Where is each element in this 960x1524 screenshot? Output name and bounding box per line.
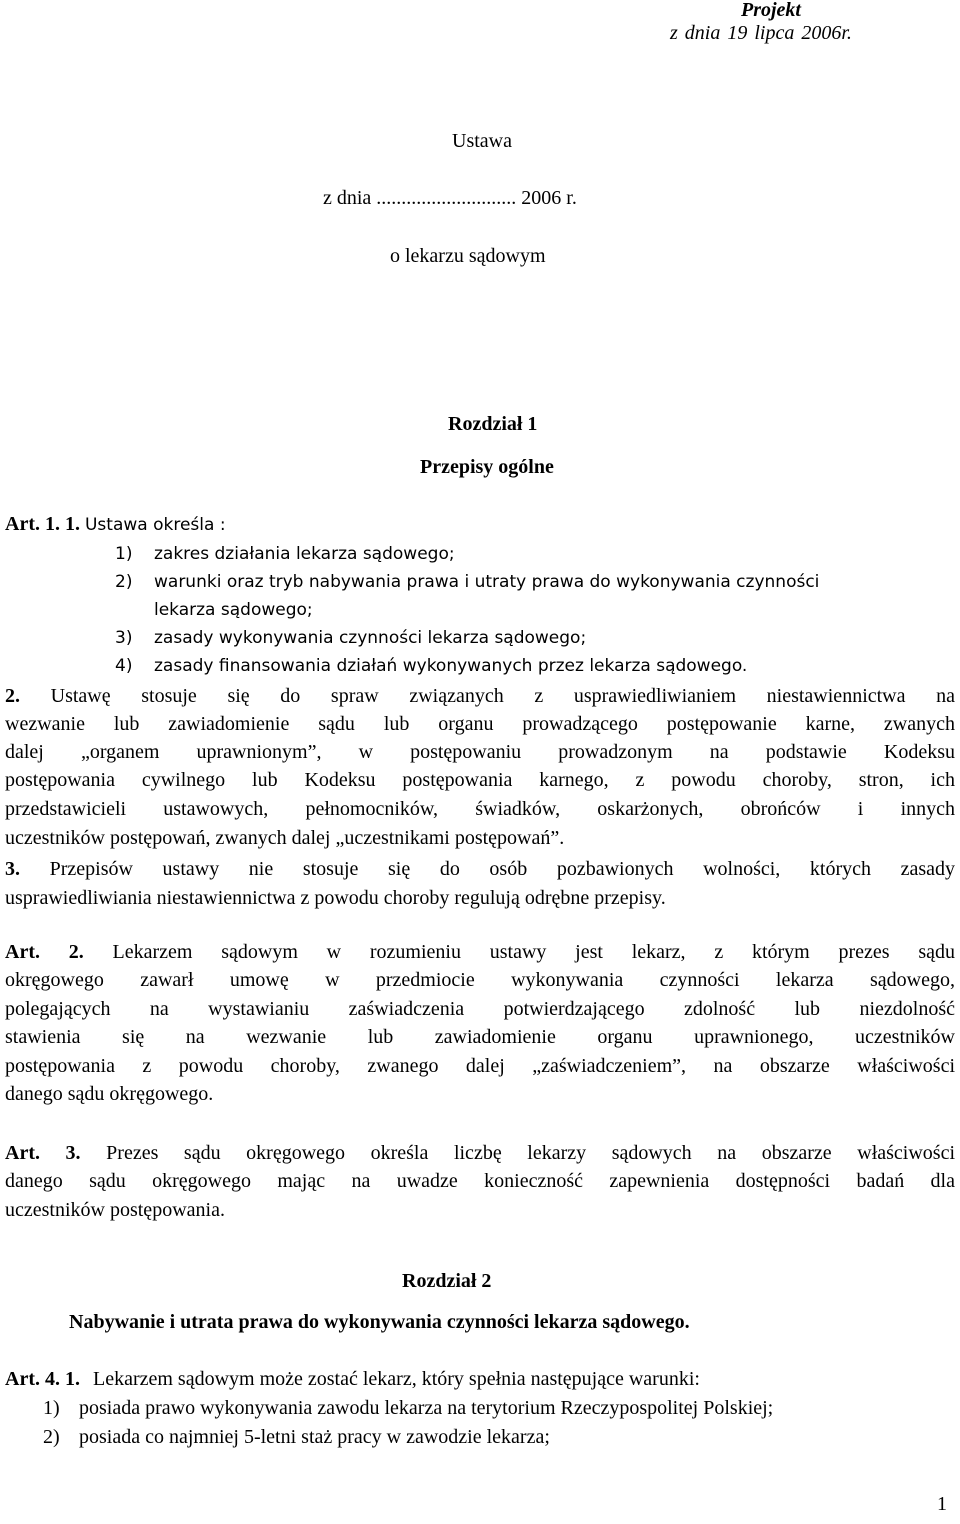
art-4-label: Art. 4. 1.: [5, 1368, 80, 1390]
art-1-para-2-line-1: [5, 683, 955, 710]
art-1-para-3-line-2: usprawiedliwiania niestawiennictwa z powodu choroby regulują odrębne przepisy.: [5, 887, 666, 909]
art-2-line-4: stawienia się na wezwanie lub zawiadomienie organu uprawnionego, uczestników: [5, 1026, 955, 1048]
chapter-1-heading: Rozdział 1: [448, 413, 538, 435]
art-1-para-2-line-4: postępowania cywilnego lub Kodeksu postępowania karnego, z powodu choroby, stron, ich: [5, 769, 955, 791]
art-4-intro-line: [5, 1366, 700, 1393]
act-date: z dnia ............................ 2006 r.: [323, 187, 577, 209]
art-2-label: Art. 2.: [5, 941, 84, 963]
art-4-item-1-num: 1): [43, 1397, 60, 1419]
art-2-line-3: polegających na wystawianiu zaświadczenia potwierdzającego zdolność lub niezdolność: [5, 998, 955, 1020]
art-3-text-1: Prezes sądu okręgowego określa liczbę lekarzy sądowych na obszarze właściwości: [106, 1142, 956, 1164]
art-1-para-2-text-1: Ustawę stosuje się do spraw związanych z usprawiedliwianiem niestawiennictwa na: [50, 685, 956, 707]
art-1-item-1-text: zakres działania lekarza sądowego;: [154, 544, 455, 564]
art-2-text-1: Lekarzem sądowym w rozumieniu ustawy jest lekarz, z którym prezes sądu: [112, 941, 956, 963]
art-4-item-2-text: posiada co najmniej 5-letni staż pracy w zawodzie lekarza;: [79, 1426, 550, 1448]
art-1-item-1-num: 1): [115, 544, 133, 564]
art-2-line-6: danego sądu okręgowego.: [5, 1083, 214, 1105]
art-1-item-2-text: warunki oraz tryb nabywania prawa i utraty prawa do wykonywania czynności: [154, 572, 820, 592]
art-3-line-1: [5, 1140, 955, 1167]
art-1-item-4-text: zasady finansowania działań wykonywanych przez lekarza sądowego.: [154, 656, 748, 676]
art-1-intro-line: [5, 511, 226, 539]
page-number: 1: [937, 1493, 947, 1515]
art-1-item-3-text: zasady wykonywania czynności lekarza sądowego;: [154, 628, 587, 648]
art-4-intro: Lekarzem sądowym może zostać lekarz, który spełnia następujące warunki:: [92, 1368, 700, 1390]
art-1-item-2-cont: lekarza sądowego;: [154, 600, 313, 620]
art-1-item-3-num: 3): [115, 628, 133, 648]
draft-date: z dnia 19 lipca 2006r.: [670, 22, 852, 44]
chapter-1-title: Przepisy ogólne: [420, 456, 554, 478]
art-1-para-2-label: 2.: [5, 685, 20, 707]
art-1-para-3-line-1: [5, 856, 955, 883]
art-2-line-1: [5, 939, 955, 966]
art-3-label: Art. 3.: [5, 1142, 81, 1164]
art-1-para-3-label: 3.: [5, 858, 20, 880]
art-3-line-2: danego sądu okręgowego mając na uwadze konieczność zapewnienia dostępności badań dla: [5, 1170, 955, 1192]
chapter-2-title: Nabywanie i utrata prawa do wykonywania czynności lekarza sądowego.: [69, 1311, 690, 1333]
draft-label: Projekt: [741, 0, 801, 21]
art-3-line-3: uczestników postępowania.: [5, 1199, 225, 1221]
art-1-para-2-line-3: dalej „organem uprawnionym”, w postępowaniu prowadzonym na podstawie Kodeksu: [5, 741, 955, 763]
act-subject: o lekarzu sądowym: [390, 245, 546, 267]
chapter-2-heading: Rozdział 2: [402, 1270, 492, 1292]
act-title: Ustawa: [452, 130, 512, 152]
art-1-para-2-line-6: uczestników postępowań, zwanych dalej „uczestnikami postępowań”.: [5, 827, 565, 849]
art-4-item-1-text: posiada prawo wykonywania zawodu lekarza na terytorium Rzeczypospolitej Polskiej;: [79, 1397, 774, 1419]
art-2-line-5: postępowania z powodu choroby, zwanego dalej „zaświadczeniem”, na obszarze właściwości: [5, 1055, 955, 1077]
art-1-para-2-line-5: przedstawicieli ustawowych, pełnomocników, świadków, oskarżonych, obrońców i innych: [5, 798, 955, 820]
art-1-intro: Ustawa określa :: [84, 515, 226, 535]
art-1-para-3-text-1: Przepisów ustawy nie stosuje się do osób pozbawionych wolności, których zasady: [49, 858, 956, 880]
art-1-para-2-line-2: wezwanie lub zawiadomienie sądu lub organu prowadzącego postępowanie karne, zwanych: [5, 713, 955, 735]
art-1-item-2-num: 2): [115, 572, 133, 592]
art-1-item-4-num: 4): [115, 656, 133, 676]
art-2-line-2: okręgowego zawarł umowę w przedmiocie wykonywania czynności lekarza sądowego,: [5, 969, 955, 991]
art-4-item-2-num: 2): [43, 1426, 60, 1448]
art-1-label: Art. 1. 1.: [5, 513, 80, 535]
